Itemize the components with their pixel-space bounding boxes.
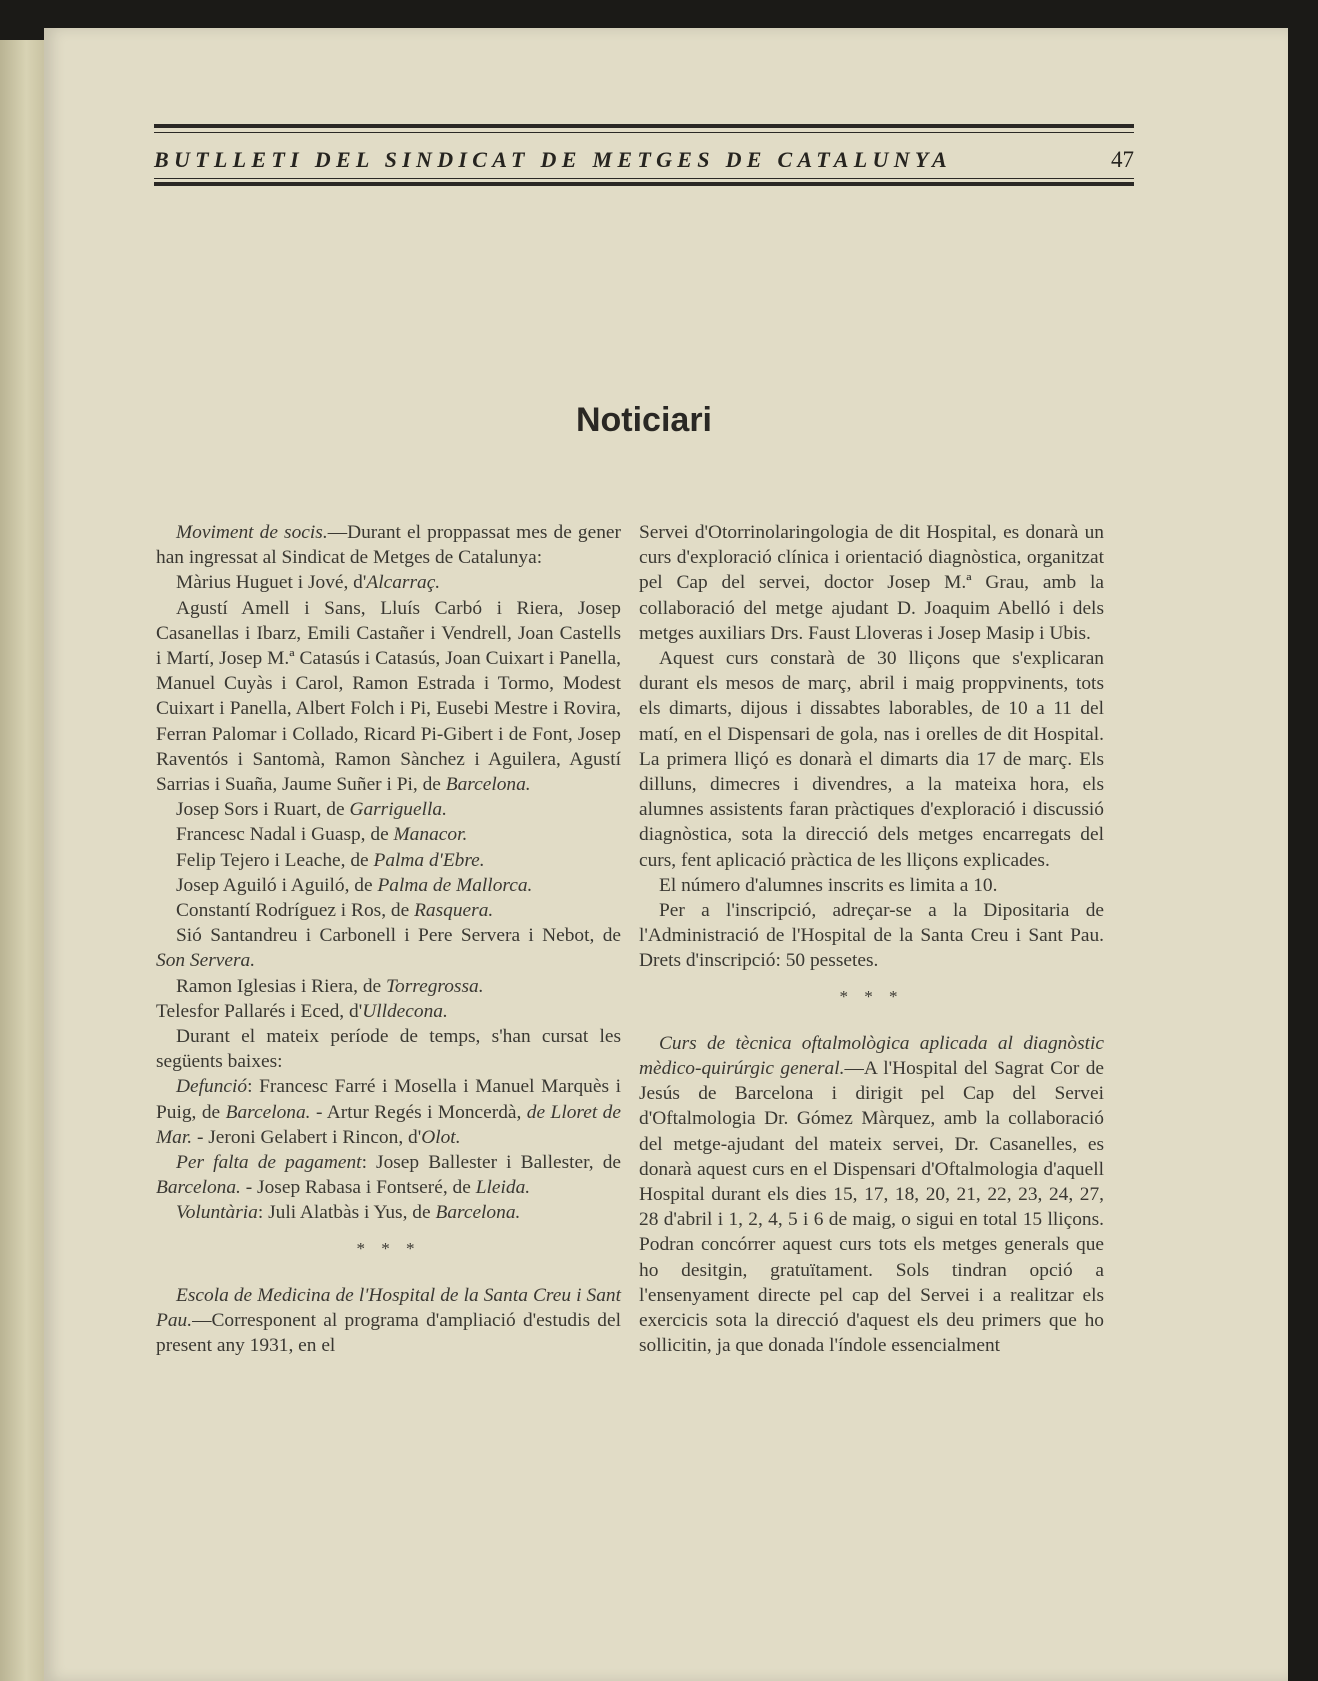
member-entry: Josep Sors i Ruart, de Garriguella. bbox=[176, 799, 447, 821]
right-column bbox=[639, 520, 1104, 1359]
paragraph-escola-medicina: Escola de Medicina de l'Hospital de la Santa Creu i Sant Pau.—Corresponent al programa d'ampliació d'estudis del present any 1931, en el bbox=[156, 1284, 621, 1357]
place-name: Torregrossa. bbox=[386, 975, 484, 997]
section-title: Noticiari bbox=[575, 401, 713, 439]
paragraph-moviment-socis: Moviment de socis.—Durant el proppassat mes de gener han ingressat al Sindicat de Metges de Catalunya: bbox=[156, 522, 621, 569]
page-number: 47 bbox=[1111, 147, 1134, 172]
paragraph-heading: Curs de tècnica oftalmològica aplicada al diagnòstic mèdico-quirúrgic general. bbox=[639, 1032, 1104, 1080]
member-entry: Josep Aguiló i Aguiló, de Palma de Mallorca. bbox=[176, 874, 533, 896]
place-name: Garriguella. bbox=[349, 799, 447, 821]
paragraph-oftalmologia-course: Curs de tècnica oftalmològica aplicada al diagnòstic mèdico-quirúrgic general.—A l'Hospital del Sagrat Cor de Jesús de Barcelona i dirigit pel Cap del Servei d'Oftalmologia Dr. Gómez Màrquez, amb la collaboració del metge-ajudant del mateix servei, Dr. Casanelles, es donarà aquest curs en el Dispensari d'Oftalmologia d'aquell Hospital durant els dies 15, 17, 18, 20, 21, 22, 23, 24, 27, 28 d'abril i 1, 2, 4, 5 i 6 de maig, o sigui en total 15 lliçons. Podran concórrer aquest curs tots els metges generals que ho desitgin, gratuïtament. Sols tindran opció a l'ensenyament directe pel cap del Servei i a realitzar els exercicis sota la direcció d'aquest els deu primers que ho sollicitin, ja que donada l'índole essencialment bbox=[639, 1032, 1104, 1357]
place-name: Manacor. bbox=[393, 824, 468, 846]
left-column bbox=[156, 520, 621, 1359]
member-entry: Telesfor Pallarés i Eced, d'Ulldecona. bbox=[156, 1000, 448, 1022]
header-rule-top bbox=[154, 124, 1134, 128]
paragraph-otorrino-course: Servei d'Otorrinolaringologia de dit Hospital, es donarà un curs d'exploració clínica i orientació diagnòstica, organitzat pel Cap del servei, doctor Josep M.ª Grau, amb la collaboració del metge ajudant D. Joaquim Abelló i dels metges auxiliars Drs. Faust Lloveras i Josep Masip i Ubis. bbox=[639, 522, 1104, 644]
member-entry: Ramon Iglesias i Riera, de Torregrossa. bbox=[176, 975, 484, 997]
header-rule-bottom bbox=[154, 182, 1134, 186]
member-entry: Sió Santandreu i Carbonell i Pere Servera i Nebot, de Son Servera. bbox=[156, 925, 621, 972]
paragraph-inscription: Per a l'inscripció, adreçar-se a la Dipositaria de l'Administració de l'Hospital de la Santa Creu i Sant Pau. Drets d'inscripció: 50 pessetes. bbox=[639, 900, 1104, 972]
journal-title: BUTLLETI DEL SINDICAT DE METGES DE CATALUNYA bbox=[154, 147, 952, 172]
member-entry: Francesc Nadal i Guasp, de Manacor. bbox=[176, 824, 468, 846]
paragraph-enrollment-limit: El número d'alumnes inscrits es limita a 10. bbox=[659, 874, 998, 896]
member-entry: Felip Tejero i Leache, de Palma d'Ebre. bbox=[176, 849, 485, 871]
previous-page-edge bbox=[0, 40, 44, 1681]
member-entry: Constantí Rodríguez i Ros, de Rasquera. bbox=[176, 900, 494, 922]
paragraph-voluntaria: Voluntària: Juli Alatbàs i Yus, de Barcelona. bbox=[176, 1202, 521, 1224]
header-rule-top-thin bbox=[154, 132, 1134, 133]
paragraph-defuncio: Defunció: Francesc Farré i Mosella i Manuel Marquès i Puig, de Barcelona. - Artur Regés i Moncerdà, de Lloret de Mar. - Jeroni Gelabert i Rincon, d'Olot. bbox=[156, 1076, 621, 1148]
section-separator: * * * bbox=[356, 1238, 421, 1258]
running-header bbox=[154, 147, 1134, 177]
place-name: Palma de Mallorca. bbox=[377, 874, 533, 896]
paragraph-heading: Escola de Medicina de l'Hospital de la Santa Creu i Sant Pau. bbox=[156, 1284, 621, 1332]
place-name: Ulldecona. bbox=[362, 1000, 448, 1022]
place-name: Alcarraç. bbox=[366, 572, 441, 594]
section-separator: * * * bbox=[839, 986, 904, 1006]
paragraph-baixes-intro: Durant el mateix període de temps, s'han cursat les següents baixes: bbox=[156, 1026, 621, 1073]
place-name: Rasquera. bbox=[414, 900, 494, 922]
header-rule-bottom-thin bbox=[154, 178, 1134, 179]
paragraph-course-schedule: Aquest curs constarà de 30 lliçons que s'explicaran durant els mesos de març, abril i maig proppvinents, tots els dimarts, dijous i dissabtes laborables, de 10 a 11 del matí, en el Dispensari de gola, nas i orelles de dit Hospital. La primera lliçó es donarà el dimarts dia 17 de març. Els dilluns, dimecres i divendres, a la mateixa hora, els alumnes assistents faran pràctiques d'exploració i discussió diagnòstica, sota la direcció dels metges encarregats del curs, fent aplicació pràctica de les lliçons explicades. bbox=[639, 648, 1104, 871]
place-name: Barcelona. bbox=[445, 774, 531, 796]
journal-page bbox=[44, 28, 1288, 1681]
place-name: Son Servera. bbox=[156, 950, 256, 972]
member-entry: Agustí Amell i Sans, Lluís Carbó i Riera, Josep Casanellas i Ibarz, Emili Castañer i Vendrell, Joan Castells i Martí, Josep M.ª Catasús i Catasús, Joan Cuixart i Panella, Manuel Cuyàs i Carol, Ramon Estrada i Tormo, Modest Cuixart i Panella, Albert Folch i Pi, Eusebi Mestre i Rovira, Ferran Palomar i Collado, Ricard Pi-Gibert i de Font, Josep Raventós i Santomà, Ramon Sànchez i Aguilera, Agustí Sarrias i Suaña, Jaume Suñer i Pi, de Barcelona. bbox=[156, 597, 621, 796]
paragraph-falta-pagament: Per falta de pagament: Josep Ballester i Ballester, de Barcelona. - Josep Rabasa i Fontseré, de Lleida. bbox=[156, 1152, 622, 1199]
place-name: Palma d'Ebre. bbox=[373, 849, 485, 871]
paragraph-heading: Moviment de socis. bbox=[176, 522, 328, 543]
member-entry: Màrius Huguet i Jové, d'Alcarraç. bbox=[176, 572, 441, 594]
